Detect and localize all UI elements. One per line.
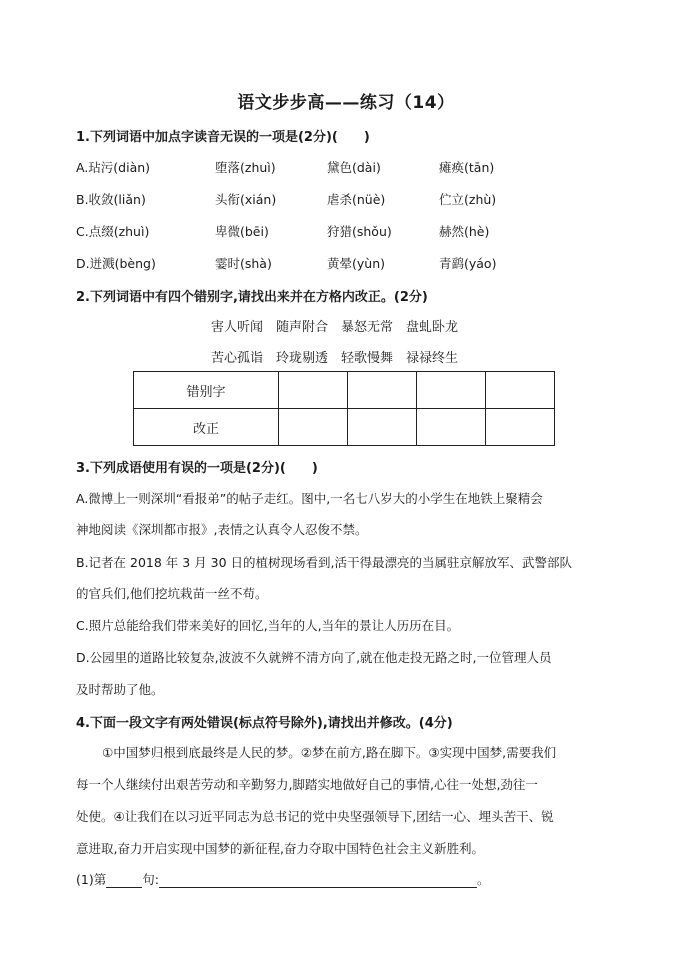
q3-option-d-line-1: D.公园里的道路比较复杂,波波不久就辨不清方向了,就在他走投无路之时,一位管理人员 xyxy=(76,650,552,665)
q4-paragraph-line-1: ①中国梦归根到底最终是人民的梦。②梦在前方,路在脚下。③实现中国梦,需要我们 xyxy=(102,745,557,760)
q1-option-b-word-2: 头衔(xián) xyxy=(215,192,277,207)
q1-option-d-word-2: 霎时(shà) xyxy=(215,256,272,271)
question-2-stem: 2.下列词语中有四个错别字,请找出来并在方格内改正。(2分) xyxy=(76,290,428,305)
q3-option-a-line-2: 神地阅读《深圳都市报》,表情之认真令人忍俊不禁。 xyxy=(76,522,368,537)
q1-option-d-word-1: D.迸溅(bèng) xyxy=(76,256,156,271)
answer-cell[interactable] xyxy=(279,372,348,409)
answer-prefix: (1)第 xyxy=(76,872,107,887)
q1-option-a-word-1: A.玷污(diàn) xyxy=(76,160,151,175)
answer-mid-label: 句: xyxy=(142,872,159,887)
q3-option-b-line-2: 的官兵们,他们挖坑栽苗一丝不苟。 xyxy=(76,586,268,601)
table-label-wrong-char: 错别字 xyxy=(134,372,279,409)
table-row xyxy=(134,372,555,409)
question-3-stem: 3.下列成语使用有误的一项是(2分)( ) xyxy=(76,461,318,476)
q3-option-d-line-2: 及时帮助了他。 xyxy=(76,682,164,697)
q1-option-a-word-2: 堕落(zhuì) xyxy=(215,160,276,175)
q3-option-a-line-1: A.微博上一则深圳“看报弟”的帖子走红。图中,一名七八岁大的小学生在地铁上聚精会 xyxy=(76,491,543,506)
q4-answer-line xyxy=(76,870,489,888)
question-4-stem: 4.下面一段文字有两处错误(标点符号除外),请找出并修改。(4分) xyxy=(76,716,453,731)
table-row xyxy=(134,409,555,446)
sentence-number-blank[interactable] xyxy=(106,873,142,888)
q1-option-b-word-4: 伫立(zhù) xyxy=(439,192,497,207)
answer-end: 。 xyxy=(476,872,490,887)
q1-option-d-word-4: 青鹞(yáo) xyxy=(439,256,497,271)
answer-cell[interactable] xyxy=(417,372,486,409)
q1-option-b-word-1: B.收敛(liǎn) xyxy=(76,192,146,207)
q4-paragraph-line-2: 每一个人继续付出艰苦劳动和辛勤努力,脚踏实地做好自己的事情,心往一处想,劲往一 xyxy=(76,777,538,792)
q3-option-c-line: C.照片总能给我们带来美好的回忆,当年的人,当年的景让人历历在目。 xyxy=(76,618,460,633)
answer-cell[interactable] xyxy=(279,409,348,446)
q2-word-list-line-2: 苦心孤诣 玲珑剔透 轻歌慢舞 禄禄终生 xyxy=(211,351,459,366)
q1-option-c-word-1: C.点缀(zhuì) xyxy=(76,224,150,239)
answer-cell[interactable] xyxy=(348,372,417,409)
page-title: 语文步步高——练习（14） xyxy=(237,93,455,113)
q1-option-c-word-3: 狩猎(shǒu) xyxy=(327,224,392,239)
q3-option-b-line-1: B.记者在 2018 年 3 月 30 日的植树现场看到,活干得最漂亮的当属驻京解放军、武警部队 xyxy=(76,555,573,570)
q4-paragraph-line-4: 意进取,奋力开启实现中国梦的新征程,奋力夺取中国特色社会主义新胜利。 xyxy=(76,841,484,856)
q1-option-c-word-4: 赫然(hè) xyxy=(439,224,490,239)
q1-option-d-word-3: 黄晕(yùn) xyxy=(327,256,385,271)
answer-blank[interactable] xyxy=(159,873,477,888)
q1-option-a-word-4: 瘫痪(tān) xyxy=(439,160,495,175)
q2-word-list-line-1: 害人听闻 随声附合 暴怒无常 盘虬卧龙 xyxy=(211,320,459,335)
correction-table xyxy=(133,371,555,446)
answer-cell[interactable] xyxy=(486,372,555,409)
answer-cell[interactable] xyxy=(486,409,555,446)
q4-paragraph-line-3: 处使。④让我们在以习近平同志为总书记的党中央坚强领导下,团结一心、埋头苦干、锐 xyxy=(76,809,554,824)
question-1-stem: 1.下列词语中加点字读音无误的一项是(2分)( ) xyxy=(76,130,370,145)
table-label-correction: 改正 xyxy=(134,409,279,446)
q1-option-a-word-3: 黛色(dài) xyxy=(327,160,381,175)
answer-cell[interactable] xyxy=(348,409,417,446)
q1-option-c-word-2: 卑微(bēi) xyxy=(215,224,269,239)
q1-option-b-word-3: 虐杀(nüè) xyxy=(327,192,386,207)
answer-cell[interactable] xyxy=(417,409,486,446)
